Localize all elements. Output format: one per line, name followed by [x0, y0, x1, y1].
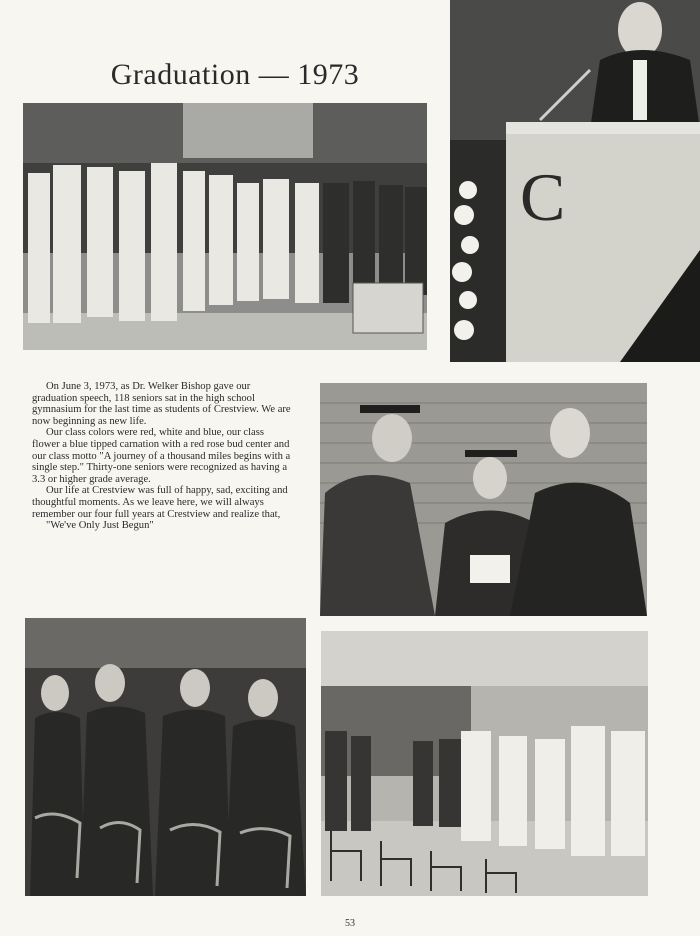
- article-paragraph-1: On June 3, 1973, as Dr. Welker Bishop gave our graduation speech, 118 seniors sat in the high school gymnasium for the last time as students of Crestview. We are now beginning as new life.: [32, 381, 291, 427]
- article-paragraph-2: Our class colors were red, white and blue, our class flower a blue tipped carnation with a red rose bud center and our class motto "A journey of a thousand miles begins with a single step." Thirty-one seniors were recognized as having a 3.3 or higher grade average.: [32, 427, 291, 485]
- page-title: Graduation — 1973: [110, 58, 360, 91]
- photo-graduates-white-gowns-ceremony: [321, 631, 648, 896]
- page-number: 53: [345, 918, 355, 929]
- photo-seniors-standing-gym: [23, 103, 427, 350]
- svg-text:C: C: [520, 159, 566, 235]
- photo-diploma-presentation: [320, 383, 647, 616]
- article-closing-line: "We've Only Just Begun": [46, 520, 154, 532]
- photo-graduates-dark-gowns: [25, 618, 306, 896]
- article-text: [32, 381, 294, 532]
- photo-speaker-podium: [450, 0, 700, 362]
- article-paragraph-3: Our life at Crestview was full of happy, sad, exciting and thoughtful moments. As we leave here, we will always remember our four full years at Crestview and realize that,: [32, 485, 288, 520]
